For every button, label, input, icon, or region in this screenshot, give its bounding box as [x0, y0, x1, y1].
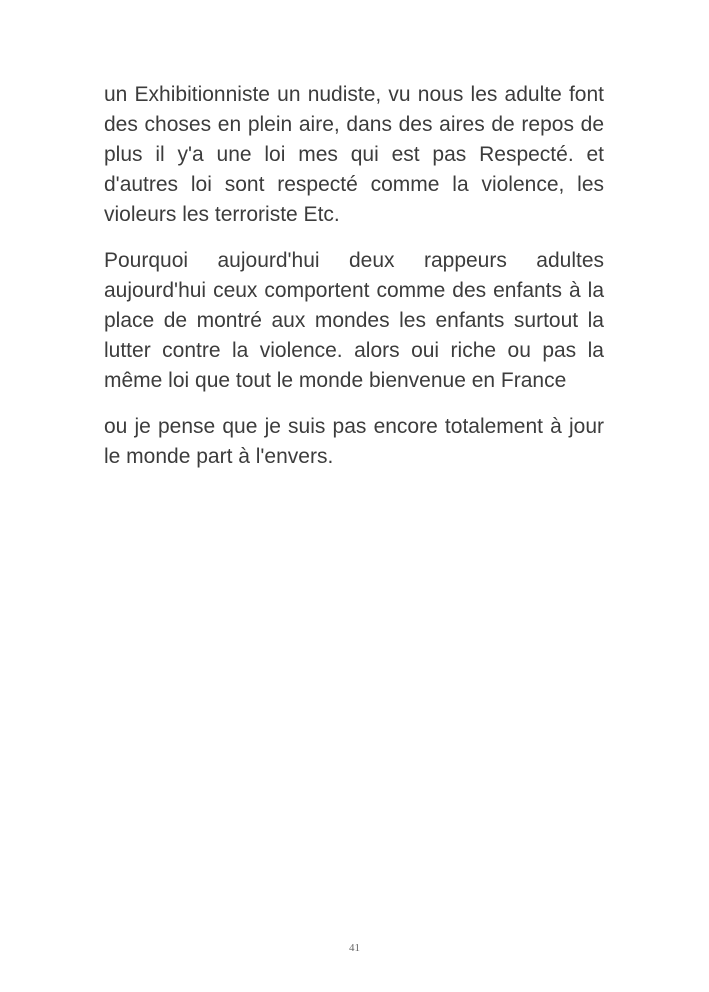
body-text — [104, 80, 604, 488]
paragraph-1: un Exhibitionniste un nudiste, vu nous les adulte font des choses en plein aire, dans des aires de repos de plus il y'a une loi mes qui est pas Respecté. et d'autres loi sont respecté comme la violence, les violeurs les terroriste Etc. — [104, 83, 604, 226]
paragraph-3: ou je pense que je suis pas encore totalement à jour le monde part à l'envers. — [104, 415, 604, 468]
paragraph-2: Pourquoi aujourd'hui deux rappeurs adultes aujourd'hui ceux comportent comme des enfants à la place de montré aux mondes les enfants surtout la lutter contre la violence. alors oui riche ou pas la même loi que tout le monde bienvenue en France — [104, 249, 604, 392]
page-number: 41 — [349, 942, 360, 954]
